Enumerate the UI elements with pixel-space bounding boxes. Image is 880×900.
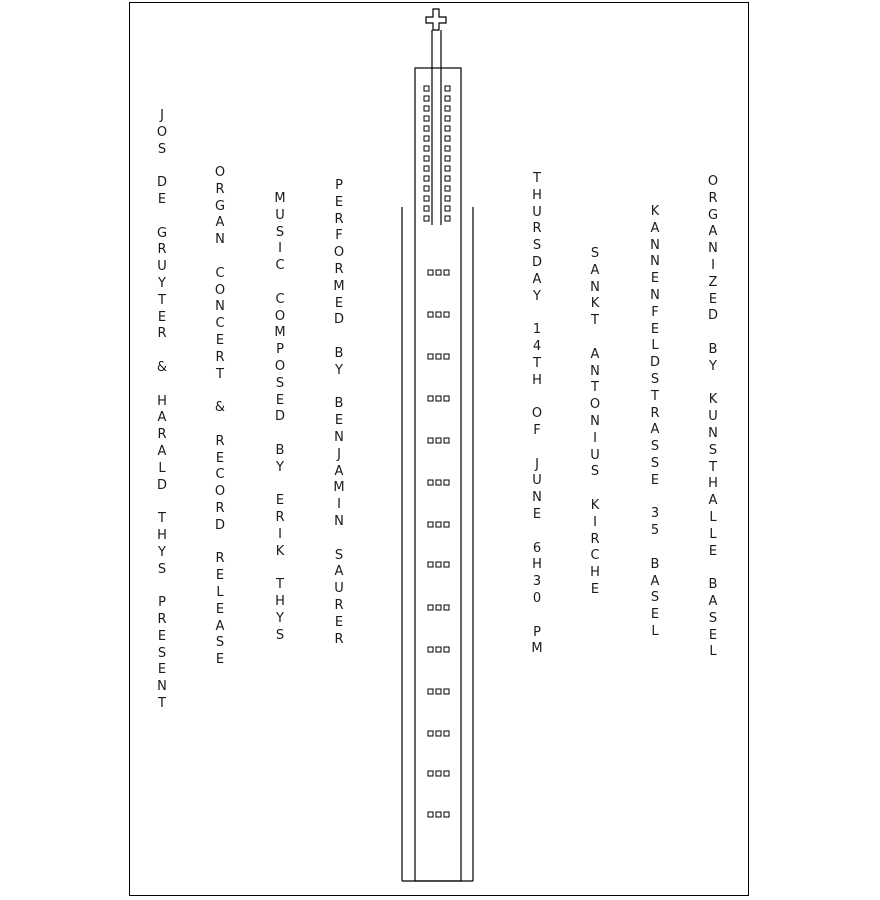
tower-window	[424, 216, 429, 221]
tower-window	[424, 106, 429, 111]
tower-window	[436, 771, 441, 776]
venue-column: S A N K T A N T O N I U S K I R C H E	[589, 246, 601, 597]
tower-window	[444, 605, 449, 610]
organizer-column: O R G A N I Z E D B Y K U N S T H A L L E B A S E L	[707, 174, 719, 660]
tower-window	[436, 522, 441, 527]
tower-window	[436, 480, 441, 485]
tower-window	[445, 106, 450, 111]
tower-window	[428, 647, 433, 652]
tower-window	[424, 196, 429, 201]
tower-window	[424, 206, 429, 211]
tower-window	[445, 186, 450, 191]
tower-window	[436, 605, 441, 610]
tower-window	[445, 86, 450, 91]
tower-window	[424, 176, 429, 181]
tower-window	[444, 480, 449, 485]
tower-window	[445, 96, 450, 101]
tower-window	[444, 354, 449, 359]
tower-window	[445, 156, 450, 161]
tower-window	[436, 812, 441, 817]
tower-window	[428, 480, 433, 485]
tower-window	[428, 438, 433, 443]
tower-window	[445, 146, 450, 151]
presenters-column: J O S D E G R U Y T E R & H A R A L D T H Y S P R E S E N T	[156, 108, 168, 711]
tower-window	[424, 136, 429, 141]
tower-window	[428, 354, 433, 359]
tower-window	[424, 166, 429, 171]
tower-window	[445, 216, 450, 221]
tower-window	[436, 312, 441, 317]
tower-window	[444, 562, 449, 567]
tower-window	[436, 396, 441, 401]
tower-window	[444, 771, 449, 776]
tower-window	[444, 731, 449, 736]
tower-window	[424, 186, 429, 191]
tower-window	[428, 605, 433, 610]
tower-window	[445, 126, 450, 131]
tower-window	[424, 116, 429, 121]
date-column: T H U R S D A Y 1 4 T H O F J U N E 6 H 3 0 P M	[531, 171, 543, 657]
tower-window	[444, 270, 449, 275]
tower-window	[428, 270, 433, 275]
tower-window	[445, 116, 450, 121]
tower-window	[424, 156, 429, 161]
composer-column: M U S I C C O M P O S E D B Y E R I K T H Y S	[274, 191, 286, 643]
tower-window	[445, 206, 450, 211]
tower-window	[428, 771, 433, 776]
tower-window	[445, 196, 450, 201]
tower-window	[428, 396, 433, 401]
tower-window	[436, 689, 441, 694]
tower-window	[436, 562, 441, 567]
tower-window	[436, 354, 441, 359]
tower-window	[444, 438, 449, 443]
tower-window	[428, 522, 433, 527]
tower-window	[428, 812, 433, 817]
tower-window	[436, 731, 441, 736]
tower-window	[445, 176, 450, 181]
tower-window	[424, 146, 429, 151]
tower-window	[428, 689, 433, 694]
tower-window	[428, 731, 433, 736]
tower-window	[424, 126, 429, 131]
tower-window	[436, 438, 441, 443]
tower-window	[444, 312, 449, 317]
tower-window	[444, 647, 449, 652]
tower-window	[428, 312, 433, 317]
tower-window	[436, 270, 441, 275]
tower-window	[444, 396, 449, 401]
event-title-column: O R G A N C O N C E R T & R E C O R D R E L E A S E	[214, 165, 226, 668]
performer-column: P E R F O R M E D B Y B E N J A M I N S A U R E R	[333, 178, 345, 647]
address-column: K A N N E N F E L D S T R A S S E 3 5 B A S E L	[649, 204, 660, 639]
tower-window	[445, 136, 450, 141]
tower-window	[436, 647, 441, 652]
tower-window	[444, 689, 449, 694]
tower-window	[424, 86, 429, 91]
tower-window	[445, 166, 450, 171]
tower-window	[424, 96, 429, 101]
tower-window	[444, 812, 449, 817]
tower-window	[444, 522, 449, 527]
tower-window	[428, 562, 433, 567]
